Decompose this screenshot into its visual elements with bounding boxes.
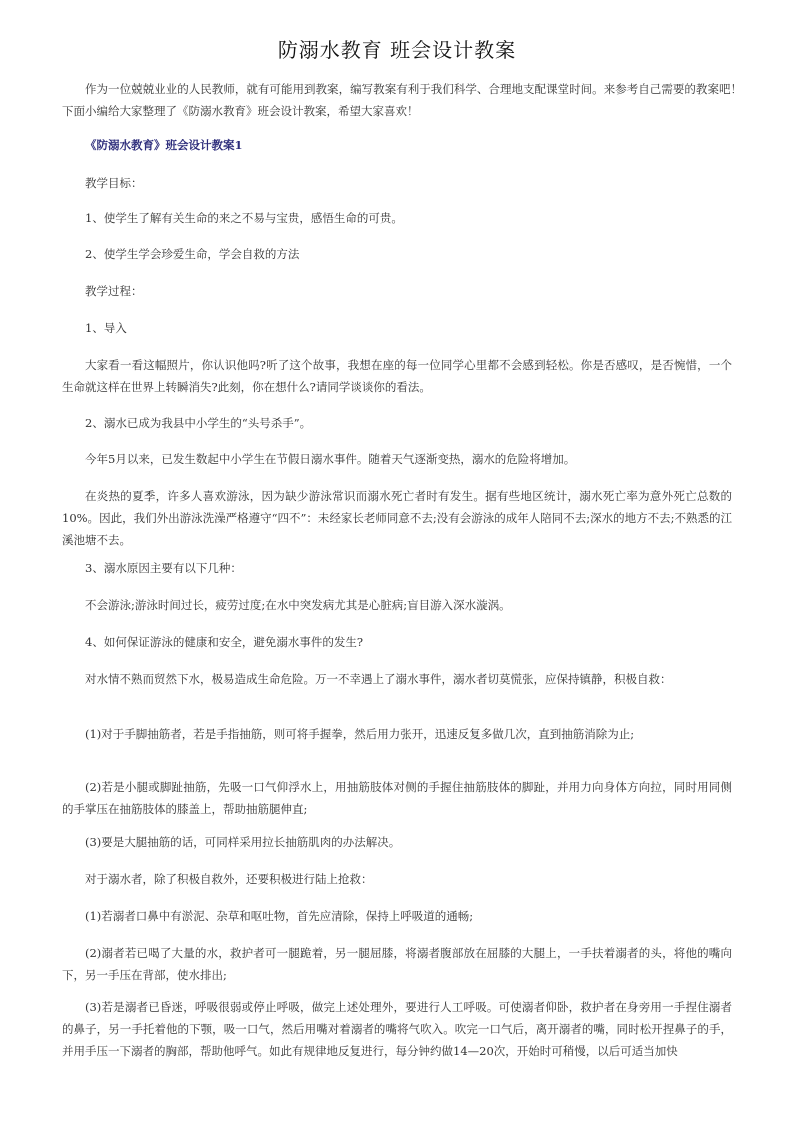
paragraph: 教学目标： (85, 176, 143, 190)
paragraph: (3)若是溺者已昏迷，呼吸很弱或停止呼吸，做完上述处理外，要进行人工呼吸。可使溺者仰卧，救护者在身旁用一手捏住溺者的鼻子，另一手托着他的下颚，吸一口气，然后用嘴对着溺者的嘴将气吹入。吹完一口气后，离开溺者的嘴，同时松开捏鼻子的手，并用手压一下溺者的胸部，帮助他呼气。如此有规律地反复进行，每分钟约做14—20次，开始时可稍慢，以后可适当加快 (62, 1000, 732, 1058)
section-title: 《防溺水教育》班会设计教案1 (85, 138, 243, 152)
paragraph: (1)对于手脚抽筋者，若是手指抽筋，则可将手握拳，然后用力张开，迅速反复多做几次，直到抽筋消除为止; (85, 727, 635, 741)
paragraph: (1)若溺者口鼻中有淤泥、杂草和呕吐物，首先应清除，保持上呼吸道的通畅; (85, 909, 474, 923)
paragraph: (3)要是大腿抽筋的话，可同样采用拉长抽筋肌肉的办法解决。 (85, 835, 401, 849)
paragraph: (2)溺者若已喝了大量的水，救护者可一腿跪着，另一腿屈膝，将溺者腹部放在屈膝的大腿上，一手扶着溺者的头，将他的嘴向下，另一手压在背部，使水排出; (62, 946, 732, 982)
paragraph: 对于溺水者，除了积极自救外，还要积极进行陆上抢救： (85, 872, 373, 886)
paragraph: (2)若是小腿或脚趾抽筋，先吸一口气仰浮水上，用抽筋肢体对侧的手握住抽筋肢体的脚趾，并用力向身体方向拉，同时用同侧的手掌压在抽筋肢体的膝盖上，帮助抽筋腿伸直; (62, 780, 732, 816)
paragraph: 2、溺水已成为我县中小学生的“头号杀手”。 (85, 416, 312, 430)
paragraph: 3、溺水原因主要有以下几种： (85, 561, 242, 575)
paragraph: 对水情不熟而贸然下水，极易造成生命危险。万一不幸遇上了溺水事件，溺水者切莫慌张，应保持镇静，积极自救： (85, 672, 672, 686)
page-title: 防溺水教育 班会设计教案 (277, 38, 517, 62)
paragraph: 1、导入 (85, 321, 127, 335)
intro-paragraph: 作为一位兢兢业业的人民教师，就有可能用到教案，编写教案有利于我们科学、合理地支配课堂时间。来参考自己需要的教案吧！下面小编给大家整理了《防溺水教育》班会设计教案，希望大家喜欢！ (62, 82, 742, 118)
paragraph: 教学过程： (85, 284, 143, 298)
paragraph: 今年5月以来，已发生数起中小学生在节假日溺水事件。随着天气逐渐变热，溺水的危险将增加。 (85, 452, 576, 466)
paragraph: 大家看一看这幅照片，你认识他吗?听了这个故事，我想在座的每一位同学心里都不会感到轻松。你是否感叹，是否惋惜，一个生命就这样在世界上转瞬消失?此刻，你在想什么?请同学谈谈你的看法。 (62, 358, 732, 394)
paragraph: 4、如何保证游泳的健康和安全，避免溺水事件的发生? (85, 635, 363, 649)
paragraph: 2、使学生学会珍爱生命，学会自救的方法 (85, 247, 300, 261)
paragraph: 不会游泳;游泳时间过长，疲劳过度;在水中突发病尤其是心脏病;盲目游入深水漩涡。 (85, 598, 511, 612)
paragraph: 1、使学生了解有关生命的来之不易与宝贵，感悟生命的可贵。 (85, 211, 403, 225)
paragraph: 在炎热的夏季，许多人喜欢游泳，因为缺少游泳常识而溺水死亡者时有发生。据有些地区统计，溺水死亡率为意外死亡总数的10%。因此，我们外出游泳洗澡严格遵守“四不”：未经家长老师同意不去;没有会游泳的成年人陪同不去;深水的地方不去;不熟悉的江溪池塘不去。 (62, 489, 732, 547)
